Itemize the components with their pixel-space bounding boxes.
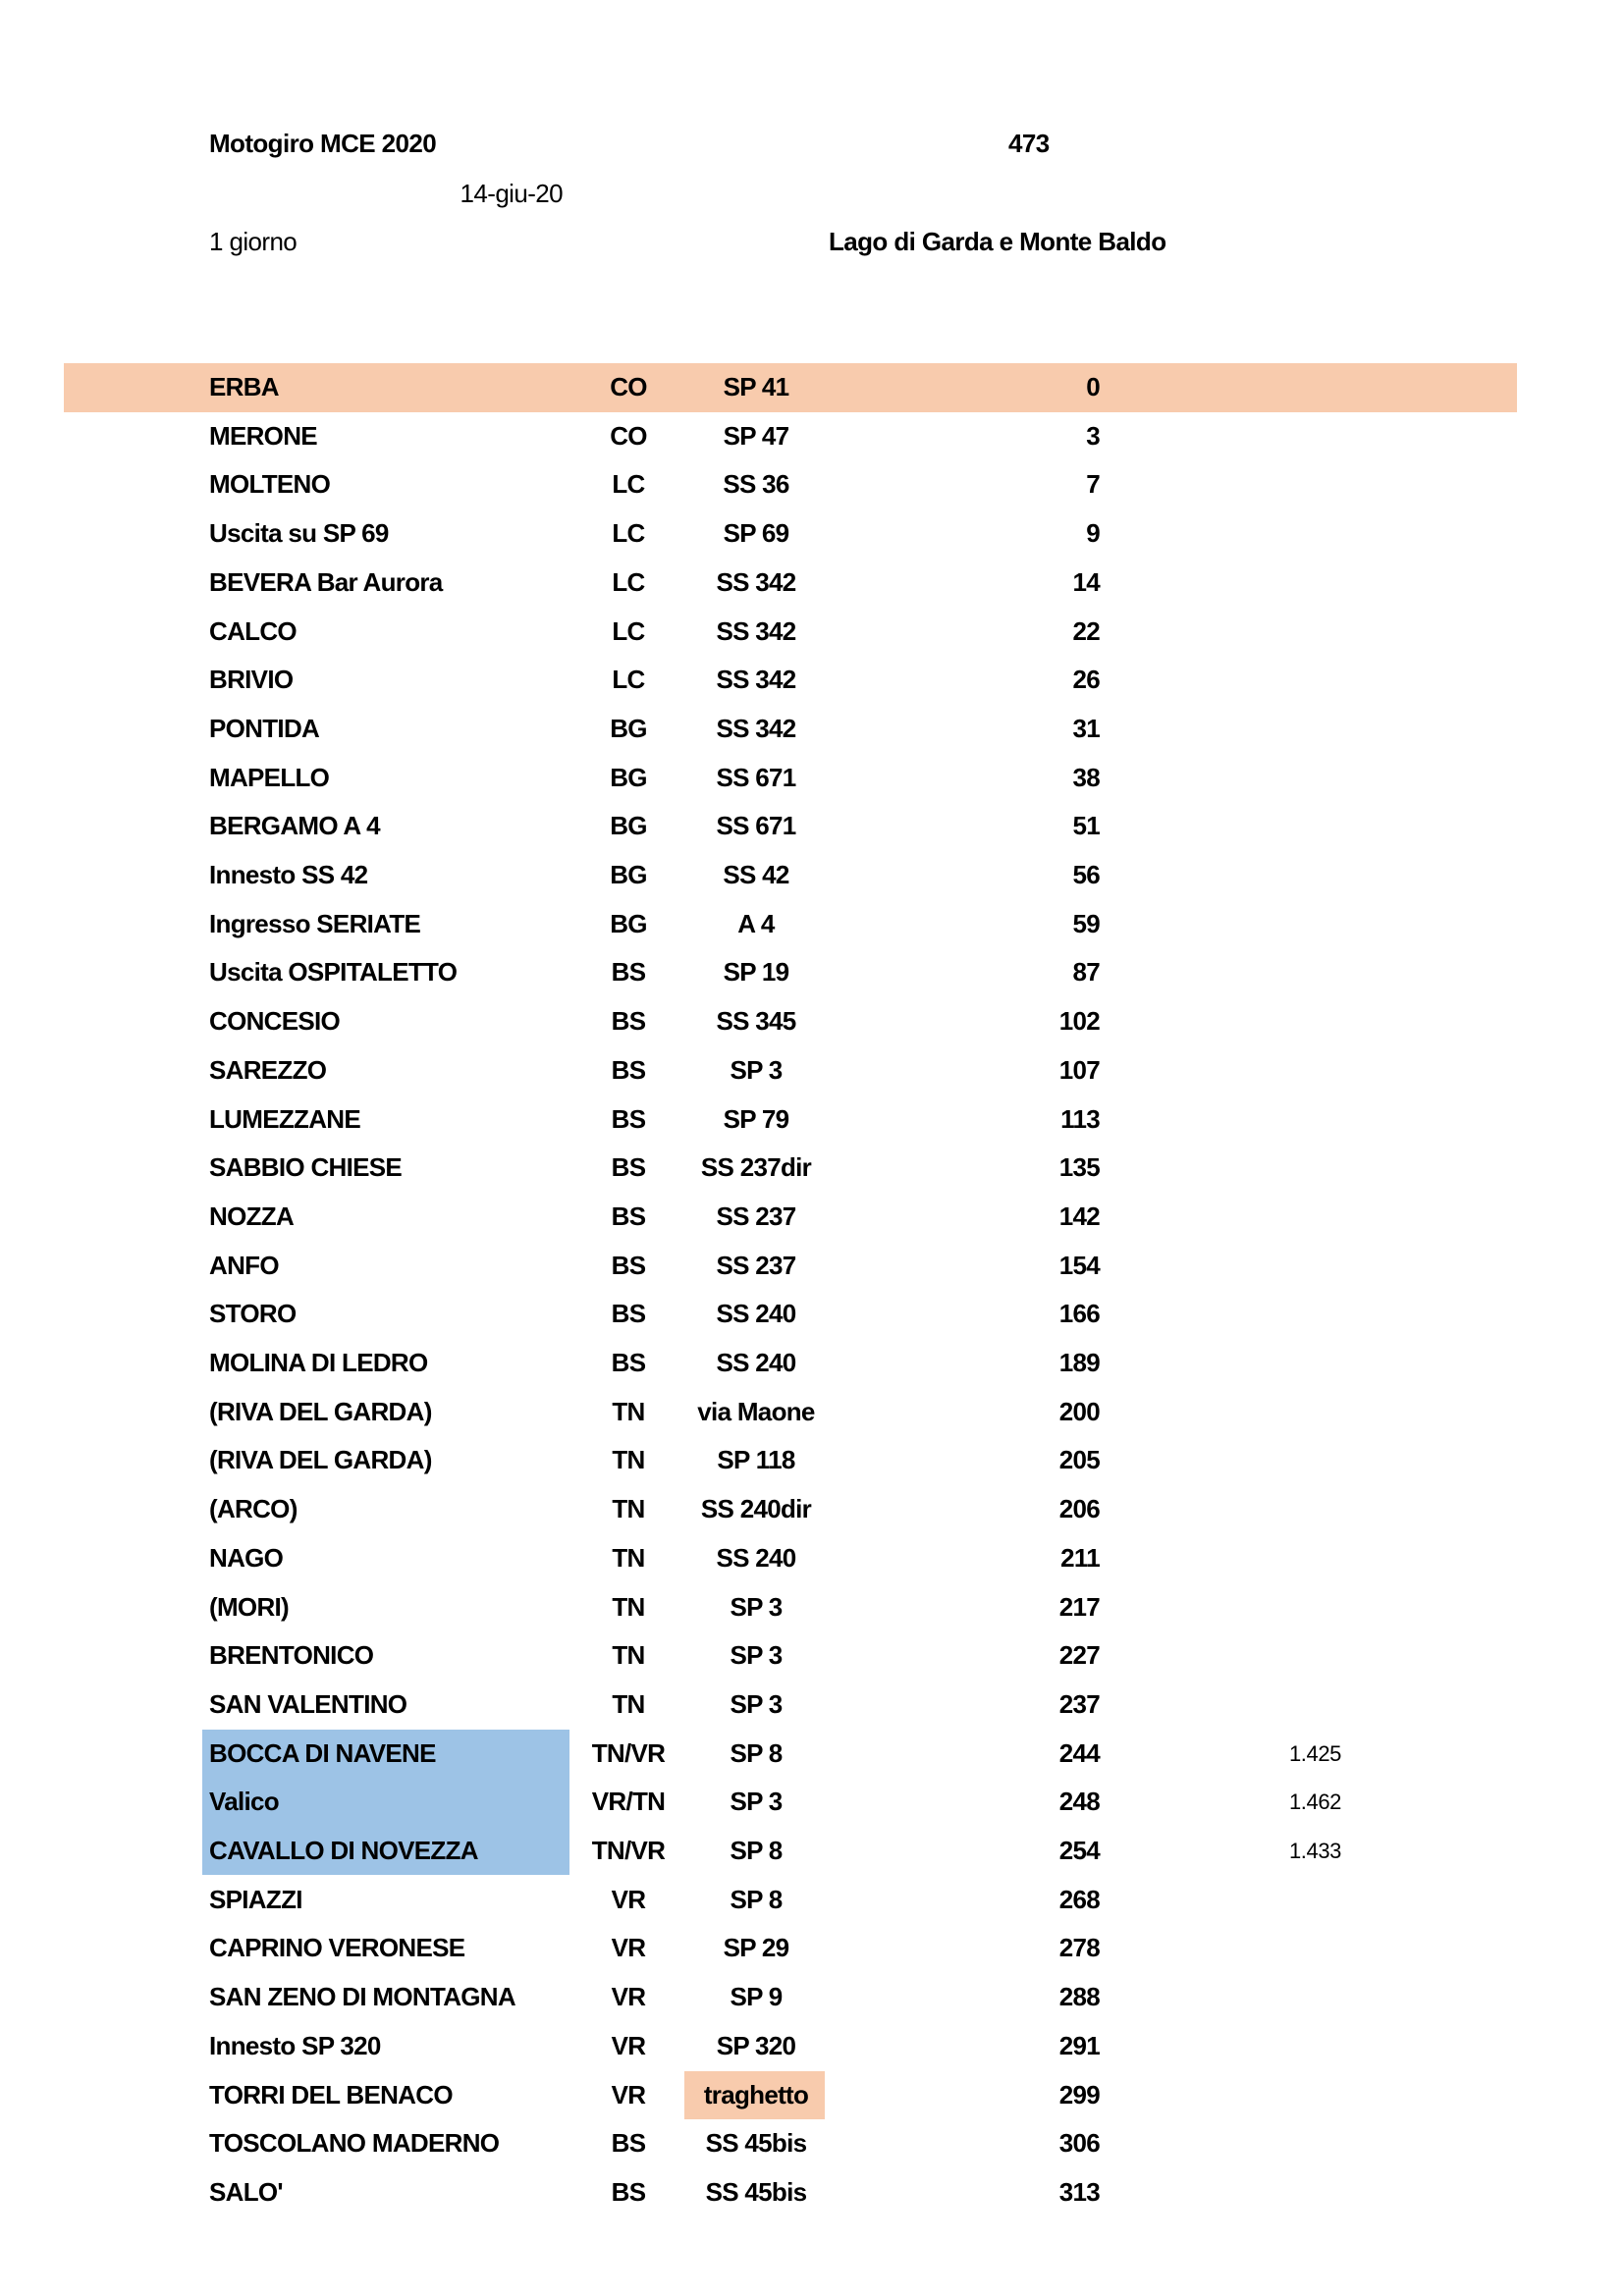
place-name: NOZZA [209,1201,295,1231]
elevation [1223,1534,1341,1583]
province: TN [612,1494,645,1524]
route-row [0,1339,1624,1388]
province: BS [611,1103,646,1134]
road: SP 47 [723,420,789,451]
elevation [1223,2022,1341,2071]
elevation [1223,1144,1341,1193]
province: VR/TN [591,1787,666,1817]
km: 142 [1058,1201,1100,1231]
km: 313 [1058,2176,1100,2207]
place-name: MOLTENO [209,469,331,500]
elevation [1223,900,1341,949]
road: SS 342 [716,615,796,646]
place-name: TOSCOLANO MADERNO [209,2128,500,2159]
elevation [1223,1242,1341,1291]
province: TN [612,1688,645,1719]
km: 22 [1072,615,1100,646]
province: TN [612,1396,645,1426]
km: 244 [1058,1737,1100,1768]
road: SP 118 [717,1445,795,1475]
elevation [1223,1681,1341,1730]
road: SS 240 [716,1542,796,1573]
road: SS 240 [716,1299,796,1329]
elevation [1223,948,1341,997]
province: LC [612,615,645,646]
place-name: ANFO [209,1250,279,1280]
elevation [1223,1193,1341,1242]
place-name: CALCO [209,615,297,646]
route-row [0,1388,1624,1437]
elevation [1223,656,1341,705]
road: SP 8 [730,1737,783,1768]
route-row [0,1681,1624,1730]
place-name: Uscita OSPITALETTO [209,957,458,988]
km: 107 [1058,1054,1100,1085]
road: SP 3 [730,1787,783,1817]
place-name: BERGAMO A 4 [209,811,380,841]
route-row [0,851,1624,900]
route-row [0,1095,1624,1145]
route-row [0,1778,1624,1827]
province: BS [611,1201,646,1231]
province: BS [611,957,646,988]
place-name: SAN ZENO DI MONTAGNA [209,1982,515,2012]
road: SS 42 [723,860,789,889]
route-row [0,754,1624,803]
km: 102 [1058,1006,1100,1037]
province: CO [610,420,647,451]
place-name: (RIVA DEL GARDA) [209,1445,432,1475]
province: TN [612,1640,645,1671]
route-row [0,997,1624,1046]
road: SP 41 [723,372,789,401]
route-row [0,2168,1624,2217]
province: TN/VR [591,1737,666,1768]
elevation [1223,705,1341,754]
province: TN [612,1445,645,1475]
route-row [0,559,1624,608]
place-name: Uscita su SP 69 [209,518,389,549]
road: SS 671 [716,762,796,792]
km: 56 [1072,860,1100,889]
km: 268 [1058,1884,1100,1914]
province: LC [612,566,645,597]
km: 87 [1072,957,1100,988]
km: 206 [1058,1494,1100,1524]
elevation [1223,363,1341,412]
place-name: Innesto SP 320 [209,2030,381,2060]
road: SP 3 [730,1688,783,1719]
place-name: LUMEZZANE [209,1103,361,1134]
elevation [1223,754,1341,803]
road: SS 342 [716,665,796,695]
km: 217 [1058,1591,1100,1622]
place-name: SAN VALENTINO [209,1688,407,1719]
elevation [1223,851,1341,900]
province: TN [612,1591,645,1622]
km: 3 [1086,420,1100,451]
place-name: NAGO [209,1542,284,1573]
road: SP 3 [730,1591,783,1622]
km: 14 [1072,566,1100,597]
route-row [0,608,1624,657]
province: BG [610,762,647,792]
km: 59 [1072,908,1100,938]
route-row [0,1144,1624,1193]
elevation [1223,608,1341,657]
province: VR [611,1933,646,1963]
place-name: SPIAZZI [209,1884,302,1914]
elevation [1223,1290,1341,1339]
trip-date: 14-giu-20 [460,179,563,208]
route-row [0,412,1624,461]
place-name: TORRI DEL BENACO [209,2079,453,2109]
road: SP 19 [723,957,789,988]
trip-duration: 1 giorno [209,227,298,256]
elevation [1223,1046,1341,1095]
place-name: PONTIDA [209,713,320,743]
km: 248 [1058,1787,1100,1817]
route-row [0,1973,1624,2022]
km: 227 [1058,1640,1100,1671]
road: SP 79 [723,1103,789,1134]
place-name: Valico [209,1787,279,1817]
road: SP 320 [716,2030,796,2060]
route-row [0,1827,1624,1876]
km: 299 [1058,2079,1100,2109]
route-row [0,1876,1624,1925]
province: VR [611,1982,646,2012]
elevation [1223,1436,1341,1485]
place-name: ERBA [209,372,279,401]
elevation [1223,997,1341,1046]
route-row [0,802,1624,851]
province: BG [610,811,647,841]
road: SP 3 [730,1640,783,1671]
province: BS [611,2128,646,2159]
elevation [1223,1973,1341,2022]
place-name: MOLINA DI LEDRO [209,1348,428,1377]
elevation [1223,509,1341,559]
km: 113 [1060,1103,1100,1134]
elevation [1223,1339,1341,1388]
place-name: STORO [209,1299,297,1329]
km: 291 [1058,2030,1100,2060]
road: SS 240 [716,1348,796,1377]
route-row [0,1534,1624,1583]
road: SS 45bis [705,2128,807,2159]
elevation [1223,2168,1341,2217]
route-row [0,1631,1624,1681]
province: BS [611,1054,646,1085]
road: SS 45bis [705,2176,807,2207]
route-row [0,1924,1624,1973]
km: 31 [1072,713,1100,743]
route-row [0,656,1624,705]
route-row [0,900,1624,949]
route-row [0,1485,1624,1534]
province: VR [611,1884,646,1914]
route-row [0,1583,1624,1632]
province: BG [610,713,647,743]
province: LC [612,665,645,695]
road: SP 8 [730,1884,783,1914]
road: SS 342 [716,713,796,743]
route-row [0,1730,1624,1779]
province: VR [611,2079,646,2109]
road: via Maone [697,1396,815,1426]
km: 9 [1086,518,1100,549]
elevation: 1.425 [1288,1740,1341,1766]
total-km: 473 [1008,129,1050,158]
road: SP 69 [723,518,789,549]
province: BS [611,1348,646,1377]
province: BS [611,1152,646,1183]
road: A 4 [737,908,775,938]
route-row [0,948,1624,997]
route-row [0,1290,1624,1339]
place-name: SAREZZO [209,1054,327,1085]
place-name: (MORI) [209,1591,289,1622]
elevation [1223,2071,1341,2120]
road: SS 345 [716,1006,796,1037]
km: 205 [1058,1445,1100,1475]
road: SS 237 [716,1201,796,1231]
elevation [1223,1924,1341,1973]
route-row [0,2071,1624,2120]
road: SS 36 [723,469,789,500]
province: CO [610,372,647,401]
elevation [1223,412,1341,461]
province: BS [611,1299,646,1329]
province: BS [611,1250,646,1280]
province: BG [610,908,647,938]
km: 0 [1086,372,1100,401]
road: SS 237dir [700,1152,812,1183]
route-row [0,705,1624,754]
km: 288 [1058,1982,1100,2012]
place-name: SABBIO CHIESE [209,1152,403,1183]
place-name: Ingresso SERIATE [209,908,421,938]
elevation [1223,1388,1341,1437]
place-name: SALO' [209,2176,283,2207]
road: SP 9 [730,1982,783,2012]
document-title: Motogiro MCE 2020 [209,129,437,158]
route-row [0,460,1624,509]
place-name: (ARCO) [209,1494,298,1524]
route-row [0,2119,1624,2168]
km: 38 [1072,762,1100,792]
place-name: CONCESIO [209,1006,341,1037]
km: 211 [1060,1542,1100,1573]
road: SS 237 [716,1250,796,1280]
elevation [1223,802,1341,851]
route-row [0,2022,1624,2071]
elevation [1223,460,1341,509]
elevation: 1.433 [1288,1839,1341,1863]
province: VR [611,2030,646,2060]
province: TN/VR [591,1836,666,1865]
place-name: BRENTONICO [209,1640,374,1671]
place-name: MAPELLO [209,762,330,792]
km: 51 [1072,811,1100,841]
km: 154 [1058,1250,1100,1280]
place-name: (RIVA DEL GARDA) [209,1396,432,1426]
road: SS 342 [716,566,796,597]
province: LC [612,518,645,549]
route-row [0,1193,1624,1242]
elevation [1223,1583,1341,1632]
place-name: CAPRINO VERONESE [209,1933,465,1963]
route-row [0,509,1624,559]
road: SP 29 [723,1933,789,1963]
province: BG [610,860,647,889]
province: BS [611,1006,646,1037]
elevation [1223,1631,1341,1681]
road: traghetto [703,2079,809,2109]
place-name: Innesto SS 42 [209,860,368,889]
elevation: 1.462 [1288,1789,1341,1815]
province: TN [612,1542,645,1573]
trip-region: Lago di Garda e Monte Baldo [829,227,1166,256]
km: 135 [1058,1152,1100,1183]
place-name: CAVALLO DI NOVEZZA [209,1836,478,1865]
place-name: BEVERA Bar Aurora [209,566,443,597]
km: 166 [1058,1299,1100,1329]
province: LC [612,469,645,500]
place-name: MERONE [209,420,317,451]
km: 7 [1086,469,1100,500]
road: SP 8 [730,1836,783,1865]
route-row [0,363,1624,412]
route-row [0,1046,1624,1095]
km: 26 [1072,665,1100,695]
route-row [0,1436,1624,1485]
route-row [0,1242,1624,1291]
road: SP 3 [730,1054,783,1085]
elevation [1223,1876,1341,1925]
elevation [1223,2119,1341,2168]
road: SS 671 [716,811,796,841]
place-name: BRIVIO [209,665,294,695]
km: 278 [1058,1933,1100,1963]
km: 200 [1058,1396,1100,1426]
road: SS 240dir [700,1494,812,1524]
km: 254 [1058,1836,1100,1865]
km: 237 [1058,1688,1100,1719]
km: 306 [1058,2128,1100,2159]
place-name: BOCCA DI NAVENE [209,1737,436,1768]
km: 189 [1058,1348,1100,1377]
province: BS [611,2176,646,2207]
elevation [1223,1485,1341,1534]
elevation [1223,559,1341,608]
elevation [1223,1095,1341,1145]
